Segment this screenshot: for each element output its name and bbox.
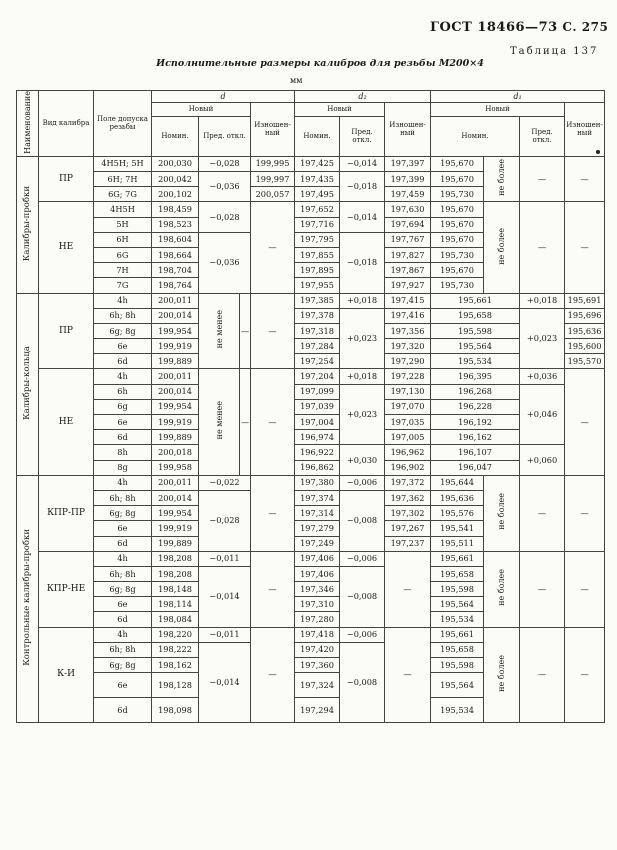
d-nom-cell: 198,523 bbox=[152, 217, 199, 232]
d2-worn-cell: 197,397 bbox=[385, 156, 431, 171]
d2-nom-cell: 197,254 bbox=[295, 354, 340, 369]
d-dev-cell: −0,036 bbox=[199, 172, 251, 202]
d1-worn-cell: — bbox=[565, 202, 605, 293]
d1-nom-cell: 195,670 bbox=[431, 263, 484, 278]
d2-dev-cell: +0,030 bbox=[340, 445, 385, 475]
gauge-type: НЕ bbox=[39, 202, 94, 293]
d2-worn-cell: 197,694 bbox=[385, 217, 431, 232]
col-name-header: Наименование bbox=[17, 91, 39, 157]
d2-worn-cell: 197,290 bbox=[385, 354, 431, 369]
d1-nom-cell: 195,730 bbox=[431, 278, 484, 293]
d1-nom-cell: 196,192 bbox=[431, 415, 520, 430]
d-worn-cell: — bbox=[251, 293, 295, 369]
d2-worn-cell: 197,320 bbox=[385, 339, 431, 354]
d-nom-cell: 198,220 bbox=[152, 627, 199, 642]
tolerance-cell: 4H5H; 5H bbox=[94, 156, 152, 171]
d2-worn-cell: 197,035 bbox=[385, 415, 431, 430]
d-nom-cell: 200,102 bbox=[152, 187, 199, 202]
col-gauge-type-header: Вид калибра bbox=[39, 91, 94, 157]
d1-dev-cell: +0,060 bbox=[520, 445, 565, 475]
table-row bbox=[17, 202, 605, 217]
d-nom-cell: 200,042 bbox=[152, 172, 199, 187]
d-dev-cell: — bbox=[240, 293, 251, 369]
d1-worn-cell: 195,600 bbox=[565, 339, 605, 354]
d-dev-cell: −0,011 bbox=[199, 551, 251, 566]
tolerance-cell: 6d bbox=[94, 698, 152, 723]
d2-nom-cell: 197,955 bbox=[295, 278, 340, 293]
col-d1-header: d₁ bbox=[431, 91, 605, 103]
d1-worn-cell: — bbox=[565, 627, 605, 723]
d1-worn-cell: — bbox=[565, 551, 605, 627]
d2-nom-cell: 197,895 bbox=[295, 263, 340, 278]
d-nom-cell: 198,148 bbox=[152, 582, 199, 597]
d2-worn-cell: 197,867 bbox=[385, 263, 431, 278]
table-row bbox=[17, 293, 605, 308]
d2-nom-cell: 197,652 bbox=[295, 202, 340, 217]
d-worn-cell: — bbox=[251, 202, 295, 293]
d2-nom-cell: 197,099 bbox=[295, 384, 340, 399]
gauge-type: КПР-ПР bbox=[39, 475, 94, 551]
d2-nom-cell: 196,862 bbox=[295, 460, 340, 475]
table-row bbox=[17, 551, 605, 566]
d-nom-cell: 198,098 bbox=[152, 698, 199, 723]
d-nom-cell: 200,011 bbox=[152, 475, 199, 490]
d1-worn-cell: — bbox=[565, 369, 605, 475]
d2-dev-cell: −0,014 bbox=[340, 202, 385, 232]
group-name: Калибры-пробки bbox=[17, 156, 39, 293]
gauge-type: НЕ bbox=[39, 369, 94, 475]
d1-dev-cell: +0,023 bbox=[520, 308, 565, 369]
d-dev-cell: −0,014 bbox=[199, 642, 251, 722]
d1-nom-cell: 195,658 bbox=[431, 642, 484, 657]
d1-nom-cell: 195,598 bbox=[431, 582, 484, 597]
d-worn-cell: — bbox=[251, 369, 295, 475]
d2-nom-cell: 197,279 bbox=[295, 521, 340, 536]
d2-dev-cell: −0,006 bbox=[340, 551, 385, 566]
d1-nom-cell: 195,658 bbox=[431, 566, 484, 581]
d1-dev-cell: — bbox=[520, 551, 565, 627]
d1-note: не более bbox=[484, 156, 520, 202]
d-note: не менее bbox=[199, 293, 240, 369]
table-row bbox=[17, 475, 605, 490]
d2-nom-cell: 197,249 bbox=[295, 536, 340, 551]
tolerance-cell: 6g; 8g bbox=[94, 323, 152, 338]
tolerance-cell: 6h; 8h bbox=[94, 642, 152, 657]
d2-worn-cell: 197,630 bbox=[385, 202, 431, 217]
tolerance-cell: 7G bbox=[94, 278, 152, 293]
page-number: С. 275 bbox=[562, 20, 609, 34]
d2-nom-cell: 197,418 bbox=[295, 627, 340, 642]
d2-worn-cell: 196,962 bbox=[385, 445, 431, 460]
d-nom-cell: 198,764 bbox=[152, 278, 199, 293]
tolerance-cell: 6g; 8g bbox=[94, 506, 152, 521]
d1-nom-cell: 195,670 bbox=[431, 217, 484, 232]
d-nom-cell: 198,208 bbox=[152, 566, 199, 581]
d-nom-cell: 199,958 bbox=[152, 460, 199, 475]
d-nom-cell: 199,889 bbox=[152, 536, 199, 551]
d1-dev-cell: +0,018 bbox=[520, 293, 565, 308]
d2-worn-cell: 197,767 bbox=[385, 232, 431, 247]
d1-nom-cell: 195,644 bbox=[431, 475, 484, 490]
d1-nom-cell: 195,564 bbox=[431, 673, 484, 698]
d-nom-header: Номин. bbox=[152, 116, 199, 156]
d2-dev-cell: −0,006 bbox=[340, 627, 385, 642]
d-worn-header: Изношен-ный bbox=[251, 103, 295, 157]
tolerance-cell: 4h bbox=[94, 551, 152, 566]
tolerance-cell: 6h; 8h bbox=[94, 566, 152, 581]
d2-worn-header: Изношен-ный bbox=[385, 103, 431, 157]
d1-nom-cell: 195,670 bbox=[431, 172, 484, 187]
d-worn-cell: 200,057 bbox=[251, 187, 295, 202]
d2-worn-cell: 197,356 bbox=[385, 323, 431, 338]
table-row bbox=[17, 354, 605, 369]
d-nom-cell: 198,208 bbox=[152, 551, 199, 566]
d1-new-header: Новый bbox=[431, 103, 565, 117]
tolerance-cell: 6h; 8h bbox=[94, 308, 152, 323]
d1-worn-cell: — bbox=[565, 475, 605, 551]
col-d-header: d bbox=[152, 91, 295, 103]
d1-nom-cell: 196,228 bbox=[431, 399, 520, 414]
d2-worn-cell: 197,237 bbox=[385, 536, 431, 551]
gauge-type: ПР bbox=[39, 156, 94, 202]
d2-dev-cell: +0,018 bbox=[340, 369, 385, 384]
d-dev-cell: −0,011 bbox=[199, 627, 251, 642]
d2-nom-cell: 197,855 bbox=[295, 247, 340, 262]
d1-dev-cell: — bbox=[520, 156, 565, 202]
gost-number: ГОСТ 18466—73 bbox=[430, 20, 558, 35]
tolerance-cell: 6h bbox=[94, 384, 152, 399]
d1-dev-cell: — bbox=[520, 202, 565, 293]
d1-worn-cell: — bbox=[565, 156, 605, 202]
d1-nom-cell: 195,670 bbox=[431, 232, 484, 247]
d-worn-cell: 199,995 bbox=[251, 156, 295, 171]
tolerance-cell: 4H5H bbox=[94, 202, 152, 217]
d2-dev-cell: −0,006 bbox=[340, 475, 385, 490]
tolerance-cell: 6e bbox=[94, 339, 152, 354]
table-row bbox=[17, 156, 605, 171]
d2-worn-cell: 197,372 bbox=[385, 475, 431, 490]
table-row bbox=[17, 415, 605, 430]
d-dev-cell: −0,014 bbox=[199, 566, 251, 627]
table-row bbox=[17, 627, 605, 642]
d2-nom-cell: 197,360 bbox=[295, 658, 340, 673]
d-worn-cell: 199,997 bbox=[251, 172, 295, 187]
d-worn-cell: — bbox=[251, 475, 295, 551]
d1-nom-cell: 195,670 bbox=[431, 202, 484, 217]
d1-nom-cell: 196,047 bbox=[431, 460, 520, 475]
d-new-header: Новый bbox=[152, 103, 251, 117]
d-nom-cell: 200,014 bbox=[152, 490, 199, 505]
d2-dev-cell: +0,023 bbox=[340, 308, 385, 369]
d-nom-cell: 198,664 bbox=[152, 247, 199, 262]
d2-dev-cell: −0,008 bbox=[340, 566, 385, 627]
tolerance-cell: 6h; 8h bbox=[94, 490, 152, 505]
d1-nom-header: Номин. bbox=[431, 116, 520, 156]
d2-worn-cell: 197,415 bbox=[385, 293, 431, 308]
d1-worn-cell: 195,636 bbox=[565, 323, 605, 338]
d-worn-cell: — bbox=[251, 627, 295, 723]
tolerance-cell: 4h bbox=[94, 369, 152, 384]
d2-nom-cell: 197,378 bbox=[295, 308, 340, 323]
d2-nom-cell: 197,314 bbox=[295, 506, 340, 521]
d2-nom-cell: 197,324 bbox=[295, 673, 340, 698]
d-dev-cell: −0,036 bbox=[199, 232, 251, 293]
group-name: Калибры-кольца bbox=[17, 293, 39, 475]
d1-note: не более bbox=[484, 202, 520, 293]
d2-dev-cell: +0,023 bbox=[340, 384, 385, 445]
d1-nom-cell: 195,564 bbox=[431, 339, 520, 354]
tolerance-cell: 6G; 7G bbox=[94, 187, 152, 202]
d2-dev-cell: −0,008 bbox=[340, 642, 385, 722]
d1-nom-cell: 195,534 bbox=[431, 354, 520, 369]
d1-nom-cell: 196,107 bbox=[431, 445, 520, 460]
d1-nom-cell: 195,661 bbox=[431, 551, 484, 566]
tolerance-cell: 6g; 8g bbox=[94, 582, 152, 597]
d-nom-cell: 198,704 bbox=[152, 263, 199, 278]
table-row bbox=[17, 445, 605, 460]
d2-worn-cell: 197,302 bbox=[385, 506, 431, 521]
d2-worn-cell: 197,267 bbox=[385, 521, 431, 536]
table-row bbox=[17, 339, 605, 354]
d-nom-cell: 198,128 bbox=[152, 673, 199, 698]
table-label: Таблица 137 bbox=[510, 46, 599, 57]
tolerance-cell: 4h bbox=[94, 475, 152, 490]
page-header bbox=[430, 20, 608, 35]
d2-nom-cell: 197,380 bbox=[295, 475, 340, 490]
table-row bbox=[17, 323, 605, 338]
d2-worn-cell: 197,130 bbox=[385, 384, 431, 399]
d1-dev-cell: +0,046 bbox=[520, 384, 565, 445]
d1-nom-cell: 195,576 bbox=[431, 506, 484, 521]
tolerance-cell: 7H bbox=[94, 263, 152, 278]
d-dev-header: Пред. откл. bbox=[199, 116, 251, 156]
d1-nom-cell: 195,598 bbox=[431, 323, 520, 338]
d-nom-cell: 200,011 bbox=[152, 369, 199, 384]
table-title: Исполнительные размеры калибров для резьбы М200×4 bbox=[156, 58, 484, 69]
d1-nom-cell: 195,730 bbox=[431, 187, 484, 202]
d1-dev-cell: — bbox=[520, 627, 565, 723]
d2-nom-cell: 197,420 bbox=[295, 642, 340, 657]
d-nom-cell: 199,954 bbox=[152, 399, 199, 414]
d1-nom-cell: 195,511 bbox=[431, 536, 484, 551]
d1-nom-cell: 195,564 bbox=[431, 597, 484, 612]
unit-label: мм bbox=[290, 76, 303, 85]
d2-dev-cell: +0,018 bbox=[340, 293, 385, 308]
d1-nom-cell: 195,534 bbox=[431, 698, 484, 723]
gauge-type: КПР-НЕ bbox=[39, 551, 94, 627]
d-worn-cell: — bbox=[251, 551, 295, 627]
d2-nom-cell: 197,284 bbox=[295, 339, 340, 354]
d2-nom-cell: 197,318 bbox=[295, 323, 340, 338]
d-dev-cell: −0,028 bbox=[199, 156, 251, 171]
d-nom-cell: 198,162 bbox=[152, 658, 199, 673]
d-nom-cell: 200,014 bbox=[152, 384, 199, 399]
d2-nom-cell: 197,406 bbox=[295, 551, 340, 566]
table-row bbox=[17, 308, 605, 323]
d2-dev-cell: −0,014 bbox=[340, 156, 385, 171]
d1-nom-cell: 195,670 bbox=[431, 156, 484, 171]
d-nom-cell: 198,084 bbox=[152, 612, 199, 627]
table-row bbox=[17, 369, 605, 384]
d1-nom-cell: 195,541 bbox=[431, 521, 484, 536]
d2-nom-cell: 197,294 bbox=[295, 698, 340, 723]
d2-worn-cell: 197,228 bbox=[385, 369, 431, 384]
d1-worn-cell: 195,570 bbox=[565, 354, 605, 369]
d-nom-cell: 198,114 bbox=[152, 597, 199, 612]
d1-nom-cell: 195,658 bbox=[431, 308, 520, 323]
tolerance-cell: 4h bbox=[94, 627, 152, 642]
d-nom-cell: 199,954 bbox=[152, 323, 199, 338]
d2-dev-cell: −0,008 bbox=[340, 490, 385, 551]
d-nom-cell: 198,459 bbox=[152, 202, 199, 217]
d2-nom-cell: 197,406 bbox=[295, 566, 340, 581]
tolerance-cell: 4h bbox=[94, 293, 152, 308]
tolerance-cell: 6g bbox=[94, 399, 152, 414]
d2-worn-cell: — bbox=[385, 627, 431, 723]
d-nom-cell: 199,919 bbox=[152, 415, 199, 430]
d1-nom-cell: 196,268 bbox=[431, 384, 520, 399]
tolerance-cell: 6d bbox=[94, 430, 152, 445]
tolerance-cell: 5H bbox=[94, 217, 152, 232]
d1-nom-cell: 195,598 bbox=[431, 658, 484, 673]
tolerance-cell: 6e bbox=[94, 415, 152, 430]
d2-nom-cell: 197,385 bbox=[295, 293, 340, 308]
d2-worn-cell: 197,399 bbox=[385, 172, 431, 187]
tolerance-cell: 6H bbox=[94, 232, 152, 247]
d2-nom-cell: 197,346 bbox=[295, 582, 340, 597]
d-nom-cell: 199,889 bbox=[152, 354, 199, 369]
tolerance-cell: 6G bbox=[94, 247, 152, 262]
d-dev-cell: −0,028 bbox=[199, 490, 251, 551]
d1-nom-cell: 195,636 bbox=[431, 490, 484, 505]
gauge-type: ПР bbox=[39, 293, 94, 369]
d1-worn-header: Изношен-ный bbox=[565, 103, 605, 157]
d2-new-header: Новый bbox=[295, 103, 385, 117]
gauge-table bbox=[16, 90, 605, 723]
d1-nom-cell: 195,534 bbox=[431, 612, 484, 627]
d-nom-cell: 198,222 bbox=[152, 642, 199, 657]
table-row bbox=[17, 399, 605, 414]
table-row bbox=[17, 430, 605, 445]
d-dev-cell: −0,022 bbox=[199, 475, 251, 490]
d1-nom-cell: 196,162 bbox=[431, 430, 520, 445]
d2-nom-cell: 197,716 bbox=[295, 217, 340, 232]
d2-worn-cell: 197,459 bbox=[385, 187, 431, 202]
d2-dev-cell: −0,018 bbox=[340, 232, 385, 293]
d1-dev-header: Пред. откл. bbox=[520, 116, 565, 156]
d1-dev-cell: — bbox=[520, 475, 565, 551]
d2-dev-cell: −0,018 bbox=[340, 172, 385, 202]
d-nom-cell: 200,011 bbox=[152, 293, 199, 308]
d1-nom-cell: 195,730 bbox=[431, 247, 484, 262]
d2-nom-cell: 197,310 bbox=[295, 597, 340, 612]
d1-note: не более bbox=[484, 627, 520, 723]
d-nom-cell: 200,014 bbox=[152, 308, 199, 323]
d2-nom-cell: 197,374 bbox=[295, 490, 340, 505]
d1-note: не более bbox=[484, 475, 520, 551]
col-tolerance-header: Поле допуска резьбы bbox=[94, 91, 152, 157]
tolerance-cell: 6e bbox=[94, 521, 152, 536]
d2-worn-cell: 197,827 bbox=[385, 247, 431, 262]
d2-nom-cell: 197,425 bbox=[295, 156, 340, 171]
d-nom-cell: 200,018 bbox=[152, 445, 199, 460]
tolerance-cell: 6H; 7H bbox=[94, 172, 152, 187]
d-nom-cell: 200,030 bbox=[152, 156, 199, 171]
d1-nom-cell: 196,395 bbox=[431, 369, 520, 384]
d2-nom-cell: 197,204 bbox=[295, 369, 340, 384]
tolerance-cell: 6e bbox=[94, 597, 152, 612]
d2-nom-cell: 197,435 bbox=[295, 172, 340, 187]
d2-worn-cell: — bbox=[385, 551, 431, 627]
d2-worn-cell: 197,927 bbox=[385, 278, 431, 293]
group-name: Контрольные калибры-пробки bbox=[17, 475, 39, 722]
tolerance-cell: 8g bbox=[94, 460, 152, 475]
d1-nom-cell: 195,661 bbox=[431, 627, 484, 642]
d-nom-cell: 199,919 bbox=[152, 521, 199, 536]
d2-worn-cell: 197,005 bbox=[385, 430, 431, 445]
d2-worn-cell: 197,362 bbox=[385, 490, 431, 505]
d2-worn-cell: 197,070 bbox=[385, 399, 431, 414]
tolerance-cell: 8h bbox=[94, 445, 152, 460]
d1-note: не более bbox=[484, 551, 520, 627]
tolerance-cell: 6d bbox=[94, 354, 152, 369]
table-row bbox=[17, 384, 605, 399]
d2-nom-cell: 197,280 bbox=[295, 612, 340, 627]
d2-nom-cell: 197,039 bbox=[295, 399, 340, 414]
d-nom-cell: 199,954 bbox=[152, 506, 199, 521]
d-nom-cell: 199,889 bbox=[152, 430, 199, 445]
d-dev-cell: — bbox=[240, 369, 251, 475]
d2-dev-header: Пред. откл. bbox=[340, 116, 385, 156]
tolerance-cell: 6g; 8g bbox=[94, 658, 152, 673]
d-dev-cell: −0,028 bbox=[199, 202, 251, 232]
d2-nom-cell: 197,004 bbox=[295, 415, 340, 430]
d2-worn-cell: 197,416 bbox=[385, 308, 431, 323]
d2-worn-cell: 196,902 bbox=[385, 460, 431, 475]
tolerance-cell: 6d bbox=[94, 612, 152, 627]
d-nom-cell: 199,919 bbox=[152, 339, 199, 354]
d2-nom-cell: 196,974 bbox=[295, 430, 340, 445]
d-nom-cell: 198,604 bbox=[152, 232, 199, 247]
d1-worn-cell: 195,691 bbox=[565, 293, 605, 308]
d2-nom-cell: 196,922 bbox=[295, 445, 340, 460]
d2-nom-cell: 197,495 bbox=[295, 187, 340, 202]
d2-nom-header: Номин. bbox=[295, 116, 340, 156]
d1-dev-cell: +0,036 bbox=[520, 369, 565, 384]
tolerance-cell: 6d bbox=[94, 536, 152, 551]
table-row bbox=[17, 460, 605, 475]
col-d2-header: d₂ bbox=[295, 91, 431, 103]
gauge-type: К-И bbox=[39, 627, 94, 723]
d2-nom-cell: 197,795 bbox=[295, 232, 340, 247]
tolerance-cell: 6e bbox=[94, 673, 152, 698]
d1-nom-cell: 195,661 bbox=[431, 293, 520, 308]
d-note: не менее bbox=[199, 369, 240, 475]
d1-worn-cell: 195,696 bbox=[565, 308, 605, 323]
